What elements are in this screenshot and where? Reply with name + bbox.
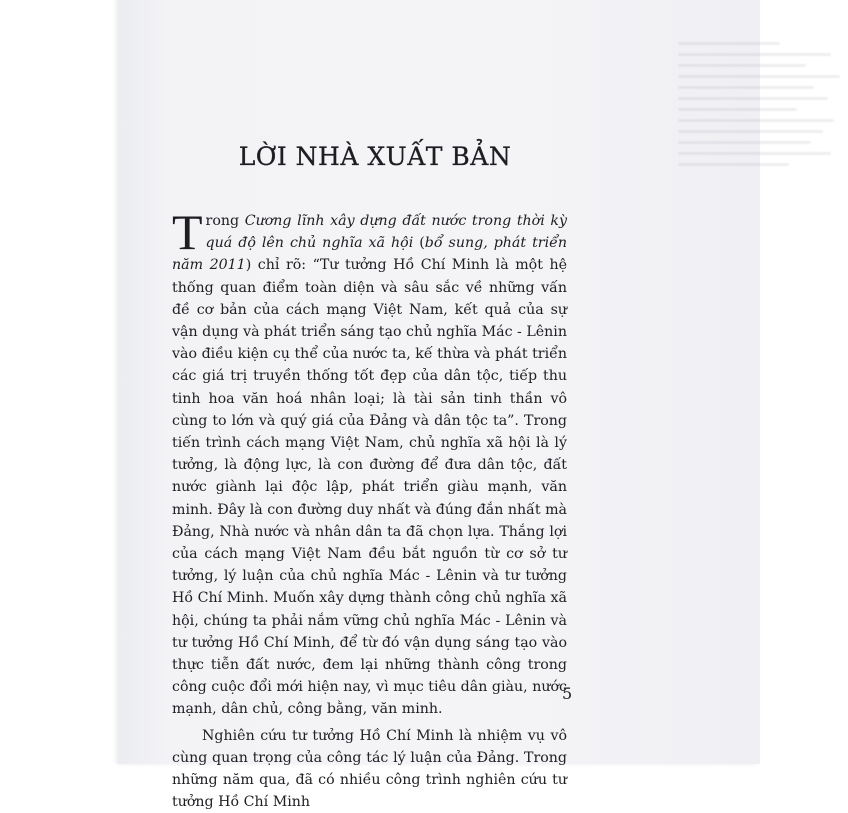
page-number: 5 <box>562 684 573 703</box>
show-through-text <box>678 34 848 204</box>
drop-cap: T <box>172 204 203 260</box>
paragraph-1-lead: rong <box>205 213 245 229</box>
paragraph-1-italic-title: Cương lĩnh xây dựng đất nước trong thời kỳ quá độ lên chủ nghĩa xã hội <box>205 213 567 252</box>
paragraph-1-rest: ) chỉ rõ: “Tư tưởng Hồ Chí Minh là một hệ thống quan điểm toàn diện và sâu sắc về những vấn đề cơ bản của cách mạng Việt Nam, kết quả của sự vận dụng và phát triển sáng tạo chủ nghĩa Mác - Lênin vào điều kiện cụ thể của nước ta, kế thừa và phát triển các giá trị truyền thống tốt đẹp của dân tộc, tiếp thu tinh hoa văn hoá nhân loại; là tài sản tinh thần vô cùng to lớn và quý giá của Đảng và dân tộc ta”. Trong tiến trình cách mạng Việt Nam, chủ nghĩa xã hội là lý tưởng, là động lực, là con đường để đưa dân tộc, đất nước giành lại độc lập, phát triển giàu mạnh, văn minh. Đây là con đường duy nhất và đúng đắn nhất mà Đảng, Nhà nước và nhân dân ta đã chọn lựa. Thắng lợi của cách mạng Việt Nam đều bắt nguồn từ cơ sở tư tưởng, lý luận của chủ nghĩa Mác - Lênin và tư tưởng Hồ Chí Minh. Muốn xây dựng thành công chủ nghĩa xã hội, chúng ta phải nắm vững chủ nghĩa Mác - Lênin và tư tưởng Hồ Chí Minh, để từ đó vận dụng sáng tạo vào thực tiễn đất nước, đem lại những thành công trong công cuộc đổi mới hiện nay, vì mục tiêu dân giàu, nước mạnh, dân chủ, công bằng, văn minh. <box>172 257 567 718</box>
paragraph-2: Nghiên cứu tư tưởng Hồ Chí Minh là nhiệm vụ vô cùng quan trọng của công tác lý luận của Đảng. Trong những năm qua, đã có nhiều công trình nghiên cứu tư tưởng Hồ Chí Minh <box>172 727 567 811</box>
paragraph-1-italic-note: bổ sung, phát triển năm 2011 <box>172 235 567 274</box>
page-title: LỜI NHÀ XUẤT BẢN <box>238 142 512 171</box>
body-text <box>172 204 567 813</box>
paragraph-1-mid: ( <box>413 235 425 252</box>
paragraph-1 <box>172 204 567 721</box>
